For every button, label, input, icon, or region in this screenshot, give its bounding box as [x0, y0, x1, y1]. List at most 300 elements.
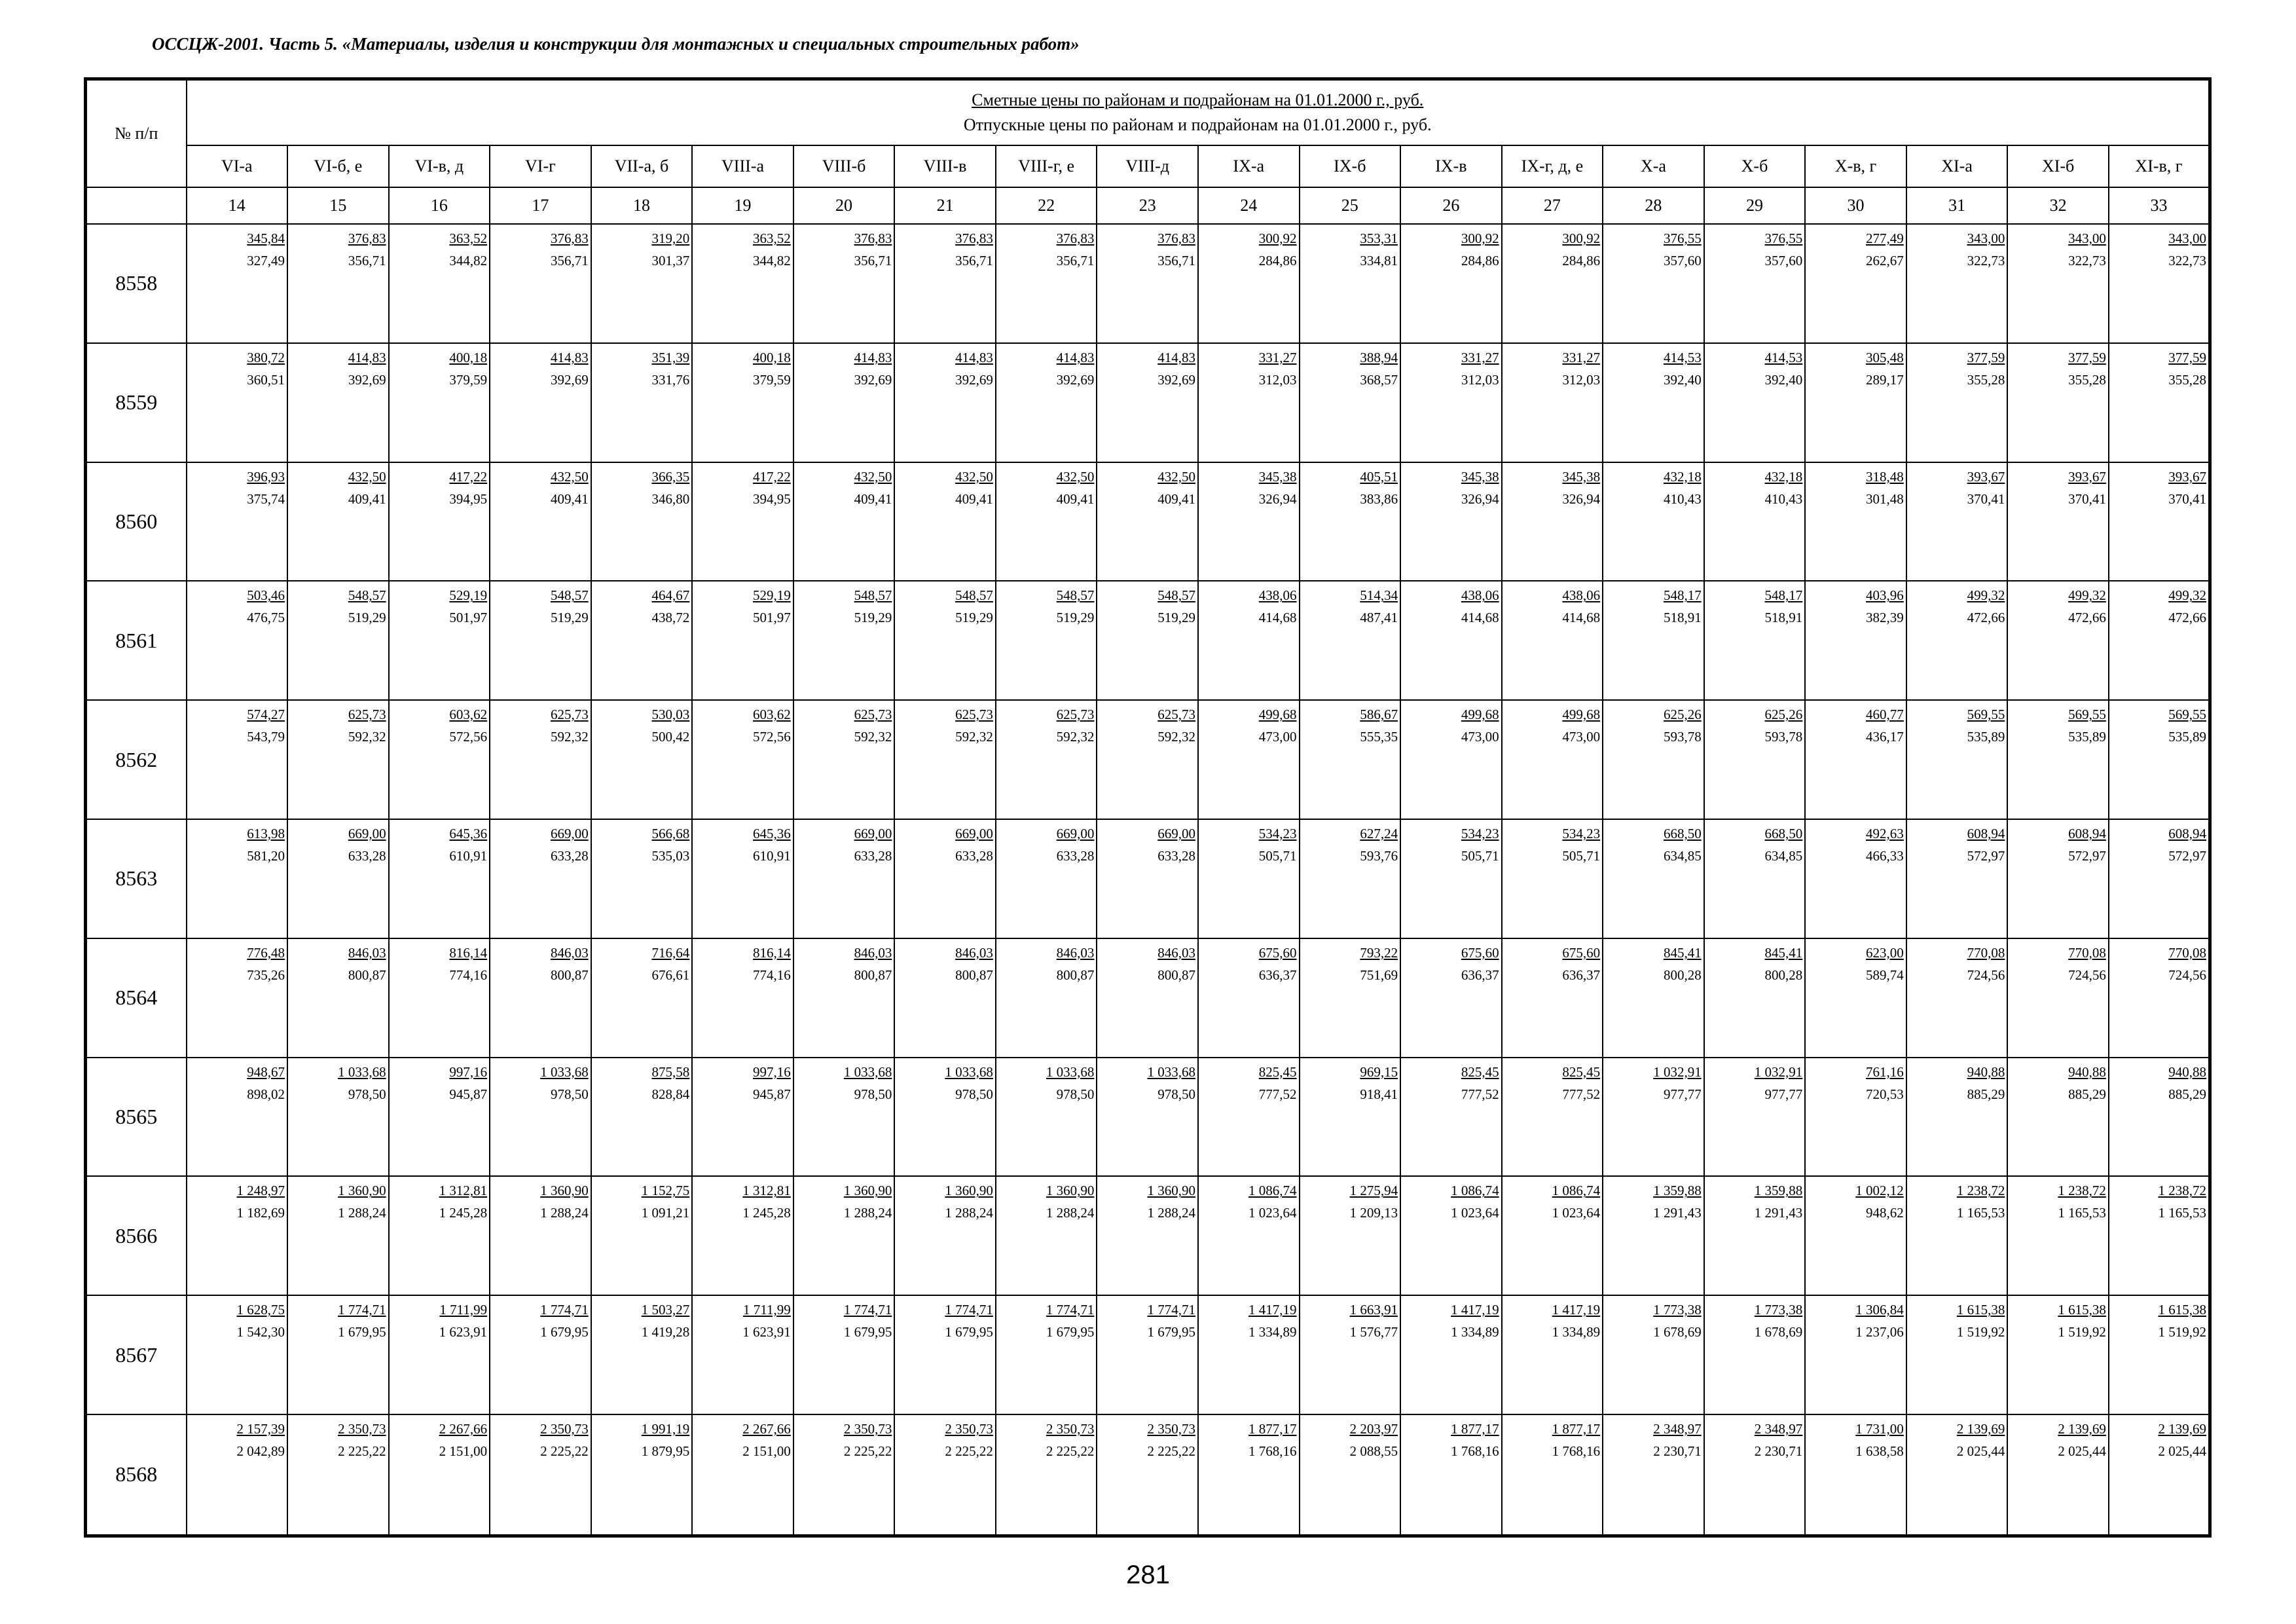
estimate-price: 940,88 — [1967, 1063, 2005, 1080]
estimate-price: 566,68 — [651, 825, 690, 841]
price-cell — [1097, 938, 1198, 1058]
estimate-price: 2 350,73 — [540, 1420, 589, 1437]
estimate-price: 1 417,19 — [1552, 1302, 1601, 1318]
price-cell — [1097, 1176, 1198, 1295]
price-cell — [1502, 1176, 1603, 1295]
estimate-price: 625,26 — [1764, 707, 1803, 723]
release-price: 487,41 — [1360, 610, 1398, 626]
price-cell — [1906, 819, 2008, 938]
price-cell — [793, 462, 895, 581]
estimate-price: 305,48 — [1866, 349, 1904, 365]
estimate-price: 319,20 — [651, 231, 690, 246]
estimate-price: 816,14 — [753, 944, 791, 961]
release-price: 1 334,89 — [1248, 1324, 1297, 1340]
estimate-price: 846,03 — [348, 944, 386, 961]
table-row — [86, 1058, 2210, 1177]
release-price: 356,71 — [955, 253, 993, 268]
release-price: 800,87 — [348, 967, 386, 983]
estimate-price: 770,08 — [1967, 944, 2005, 961]
price-cell — [2109, 1414, 2210, 1536]
price-cell — [1097, 819, 1198, 938]
release-price: 634,85 — [1663, 847, 1702, 864]
release-price: 473,00 — [1461, 729, 1499, 745]
estimate-price: 345,84 — [247, 231, 285, 246]
price-cell — [1198, 224, 1300, 343]
release-price: 1 023,64 — [1552, 1205, 1601, 1221]
price-cell — [692, 1058, 793, 1177]
estimate-price: 417,22 — [449, 468, 488, 485]
release-price: 392,40 — [1764, 371, 1803, 388]
release-price: 383,86 — [1360, 490, 1398, 507]
district-header: X-а — [1603, 145, 1704, 187]
estimate-price: 300,92 — [1461, 231, 1499, 246]
estimate-price: 1 360,90 — [540, 1183, 589, 1199]
row-number: 8568 — [86, 1414, 187, 1536]
release-price: 593,76 — [1360, 847, 1398, 864]
price-cell — [187, 224, 288, 343]
release-price: 262,67 — [1866, 253, 1904, 268]
estimate-price: 2 267,66 — [742, 1420, 791, 1437]
release-price: 800,87 — [550, 967, 589, 983]
estimate-price: 569,55 — [2068, 707, 2106, 723]
estimate-price: 400,18 — [753, 349, 791, 365]
column-number: 17 — [490, 187, 591, 224]
release-price: 1 334,89 — [1451, 1324, 1499, 1340]
release-price: 1 576,77 — [1349, 1324, 1398, 1340]
estimate-price: 414,83 — [1056, 349, 1095, 365]
release-price: 379,59 — [449, 371, 488, 388]
estimate-price: 376,83 — [955, 231, 993, 246]
estimate-price: 846,03 — [1157, 944, 1195, 961]
release-price: 382,39 — [1866, 610, 1904, 626]
district-header: VI-б, е — [287, 145, 389, 187]
price-cell — [1300, 224, 1401, 343]
price-cell — [1805, 1295, 1906, 1414]
price-cell — [793, 1058, 895, 1177]
estimate-price: 846,03 — [955, 944, 993, 961]
estimate-price: 432,50 — [955, 468, 993, 485]
estimate-price: 499,32 — [2168, 587, 2206, 604]
release-price: 392,69 — [1056, 371, 1095, 388]
estimate-price: 432,18 — [1663, 468, 1702, 485]
release-price: 472,66 — [2168, 610, 2206, 626]
estimate-price: 2 350,73 — [1147, 1420, 1195, 1437]
release-price: 777,52 — [1258, 1086, 1297, 1102]
column-number: 31 — [1906, 187, 2008, 224]
estimate-price: 438,06 — [1562, 587, 1601, 604]
price-cell — [591, 1295, 693, 1414]
estimate-price: 376,83 — [1157, 231, 1195, 246]
release-price: 519,29 — [550, 610, 589, 626]
release-price: 1 679,95 — [843, 1324, 892, 1340]
estimate-price: 608,94 — [2068, 825, 2106, 841]
estimate-price: 380,72 — [247, 349, 285, 365]
release-price: 593,78 — [1764, 729, 1803, 745]
estimate-price: 1 417,19 — [1248, 1302, 1297, 1318]
estimate-price: 1 615,38 — [1956, 1302, 2005, 1318]
price-cell — [793, 700, 895, 819]
release-price: 505,71 — [1562, 847, 1601, 864]
estimate-price: 1 360,90 — [1147, 1183, 1195, 1199]
release-price: 1 209,13 — [1349, 1205, 1398, 1221]
price-cell — [287, 1058, 389, 1177]
estimate-price: 460,77 — [1866, 707, 1904, 723]
price-cell — [389, 819, 490, 938]
release-price: 409,41 — [1056, 490, 1095, 507]
estimate-price: 603,62 — [753, 707, 791, 723]
estimate-price: 603,62 — [449, 707, 488, 723]
price-cell — [2007, 581, 2109, 700]
release-price: 2 151,00 — [742, 1443, 791, 1459]
price-cell — [793, 1414, 895, 1536]
estimate-price: 845,41 — [1663, 944, 1702, 961]
price-cell — [187, 1058, 288, 1177]
price-cell — [1300, 343, 1401, 462]
release-price: 1 291,43 — [1754, 1205, 1803, 1221]
price-cell — [389, 343, 490, 462]
release-price: 1 288,24 — [945, 1205, 993, 1221]
release-price: 410,43 — [1663, 490, 1702, 507]
release-price: 1 245,28 — [439, 1205, 488, 1221]
price-cell — [2007, 700, 2109, 819]
release-price: 392,40 — [1663, 371, 1702, 388]
estimate-price: 331,27 — [1562, 349, 1601, 365]
row-number: 8564 — [86, 938, 187, 1058]
estimate-prices-title: Сметные цены по районам и подрайонам на 01.01.2000 г., руб. — [972, 90, 1424, 109]
price-cell — [894, 938, 996, 1058]
estimate-price: 675,60 — [1562, 944, 1601, 961]
release-price: 774,16 — [753, 967, 791, 983]
price-cell — [793, 581, 895, 700]
price-cell — [490, 1176, 591, 1295]
price-cell — [692, 1414, 793, 1536]
estimate-price: 669,00 — [955, 825, 993, 841]
district-header: X-б — [1704, 145, 1806, 187]
release-price: 589,74 — [1866, 967, 1904, 983]
estimate-price: 548,17 — [1764, 587, 1803, 604]
price-cell — [1198, 938, 1300, 1058]
release-price: 414,68 — [1461, 610, 1499, 626]
price-cell — [591, 1058, 693, 1177]
release-price: 472,66 — [2068, 610, 2106, 626]
price-cell — [1097, 462, 1198, 581]
price-cell — [1603, 700, 1704, 819]
price-cell — [1906, 224, 2008, 343]
price-cell — [490, 462, 591, 581]
release-price: 885,29 — [2168, 1086, 2206, 1102]
release-price: 500,42 — [651, 729, 690, 745]
estimate-price: 668,50 — [1663, 825, 1702, 841]
estimate-price: 1 033,68 — [1147, 1063, 1195, 1080]
estimate-price: 530,03 — [651, 707, 690, 723]
price-cell — [1400, 1176, 1502, 1295]
release-price: 1 288,24 — [338, 1205, 386, 1221]
release-price: 1 165,53 — [2058, 1205, 2106, 1221]
release-price: 978,50 — [1157, 1086, 1195, 1102]
price-cell — [1300, 1414, 1401, 1536]
price-cell — [1704, 1058, 1806, 1177]
release-price: 2 225,22 — [1147, 1443, 1195, 1459]
release-price: 409,41 — [854, 490, 892, 507]
release-price: 774,16 — [449, 967, 488, 983]
price-cell — [1300, 581, 1401, 700]
estimate-price: 548,57 — [854, 587, 892, 604]
price-cell — [591, 462, 693, 581]
estimate-price: 2 350,73 — [1046, 1420, 1095, 1437]
release-price: 356,71 — [854, 253, 892, 268]
column-number: 23 — [1097, 187, 1198, 224]
price-cell — [1906, 343, 2008, 462]
price-cell — [1603, 343, 1704, 462]
release-price: 322,73 — [2168, 253, 2206, 268]
estimate-price: 1 238,72 — [2158, 1183, 2206, 1199]
price-cell — [1805, 819, 1906, 938]
release-price: 535,89 — [1967, 729, 2005, 745]
estimate-price: 816,14 — [449, 944, 488, 961]
estimate-price: 2 203,97 — [1349, 1420, 1398, 1437]
price-cell — [1603, 462, 1704, 581]
estimate-price: 432,50 — [854, 468, 892, 485]
price-cell — [591, 1176, 693, 1295]
price-cell — [1400, 1058, 1502, 1177]
price-table — [84, 77, 2212, 1538]
estimate-price: 1 312,81 — [439, 1183, 488, 1199]
estimate-price: 2 348,97 — [1653, 1420, 1702, 1437]
estimate-price: 2 267,66 — [439, 1420, 488, 1437]
release-price: 344,82 — [449, 253, 488, 268]
release-price: 2 230,71 — [1754, 1443, 1803, 1459]
release-price: 2 151,00 — [439, 1443, 488, 1459]
price-cell — [1097, 224, 1198, 343]
price-cell — [692, 819, 793, 938]
release-price: 918,41 — [1360, 1086, 1398, 1102]
release-price: 356,71 — [550, 253, 589, 268]
price-cell — [1906, 1295, 2008, 1414]
release-price: 724,56 — [1967, 967, 2005, 983]
estimate-price: 940,88 — [2068, 1063, 2106, 1080]
price-cell — [1300, 462, 1401, 581]
estimate-price: 1 086,74 — [1451, 1183, 1499, 1199]
release-price: 800,87 — [854, 967, 892, 983]
release-price: 301,37 — [651, 253, 690, 268]
table-row — [86, 343, 2210, 462]
release-price: 636,37 — [1562, 967, 1601, 983]
price-cell — [591, 700, 693, 819]
price-cell — [1300, 700, 1401, 819]
price-cell — [2109, 224, 2210, 343]
estimate-price: 1 002,12 — [1855, 1183, 1904, 1199]
column-number: 25 — [1300, 187, 1401, 224]
estimate-price: 363,52 — [449, 231, 488, 246]
estimate-price: 997,16 — [753, 1063, 791, 1080]
estimate-price: 534,23 — [1461, 825, 1499, 841]
page-number: 281 — [1126, 1560, 1170, 1589]
release-price: 777,52 — [1562, 1086, 1601, 1102]
estimate-price: 669,00 — [550, 825, 589, 841]
release-price: 1 237,06 — [1855, 1324, 1904, 1340]
price-cell — [1704, 819, 1806, 938]
estimate-price: 376,83 — [854, 231, 892, 246]
estimate-price: 396,93 — [247, 468, 285, 485]
release-price: 1 542,30 — [236, 1324, 285, 1340]
price-cell — [2109, 819, 2210, 938]
estimate-price: 529,19 — [449, 587, 488, 604]
release-price: 392,69 — [1157, 371, 1195, 388]
release-price: 1 023,64 — [1248, 1205, 1297, 1221]
estimate-price: 846,03 — [550, 944, 589, 961]
price-cell — [1603, 938, 1704, 1058]
estimate-price: 613,98 — [247, 825, 285, 841]
release-price: 1 334,89 — [1552, 1324, 1601, 1340]
price-cell — [1502, 819, 1603, 938]
release-price: 466,33 — [1866, 847, 1904, 864]
release-price: 331,76 — [651, 371, 690, 388]
price-cell — [389, 462, 490, 581]
price-cell — [996, 1176, 1097, 1295]
estimate-price: 376,55 — [1663, 231, 1702, 246]
price-cell — [996, 819, 1097, 938]
price-cell — [287, 1414, 389, 1536]
release-price: 724,56 — [2168, 967, 2206, 983]
estimate-price: 393,67 — [2168, 468, 2206, 485]
release-price: 634,85 — [1764, 847, 1803, 864]
price-cell — [1198, 1176, 1300, 1295]
release-price: 414,68 — [1258, 610, 1297, 626]
estimate-price: 1 503,27 — [641, 1302, 690, 1318]
estimate-price: 2 157,39 — [236, 1420, 285, 1437]
release-price: 800,28 — [1764, 967, 1803, 983]
price-cell — [1502, 224, 1603, 343]
column-number: 22 — [996, 187, 1097, 224]
estimate-price: 2 139,69 — [1956, 1420, 2005, 1437]
release-price: 370,41 — [2168, 490, 2206, 507]
district-header: XI-в, г — [2109, 145, 2210, 187]
estimate-price: 499,68 — [1562, 707, 1601, 723]
price-cell — [1502, 1414, 1603, 1536]
release-price: 636,37 — [1461, 967, 1499, 983]
estimate-price: 499,68 — [1258, 707, 1297, 723]
release-price: 2 225,22 — [843, 1443, 892, 1459]
estimate-price: 393,67 — [2068, 468, 2106, 485]
release-price: 301,48 — [1866, 490, 1904, 507]
release-price: 519,29 — [348, 610, 386, 626]
release-price: 610,91 — [753, 847, 791, 864]
district-header: VI-в, д — [389, 145, 490, 187]
price-cell — [1805, 700, 1906, 819]
release-price: 326,94 — [1562, 490, 1601, 507]
estimate-price: 761,16 — [1866, 1063, 1904, 1080]
column-number: 24 — [1198, 187, 1300, 224]
release-price: 1 245,28 — [742, 1205, 791, 1221]
estimate-price: 363,52 — [753, 231, 791, 246]
estimate-price: 548,57 — [348, 587, 386, 604]
estimate-price: 499,32 — [2068, 587, 2106, 604]
release-price: 751,69 — [1360, 967, 1398, 983]
price-cell — [389, 581, 490, 700]
price-cell — [1097, 700, 1198, 819]
estimate-price: 2 350,73 — [945, 1420, 993, 1437]
price-cell — [1502, 700, 1603, 819]
release-price: 409,41 — [955, 490, 993, 507]
release-price: 1 879,95 — [641, 1443, 690, 1459]
price-cell — [1300, 1058, 1401, 1177]
price-cell — [187, 1176, 288, 1295]
column-number: 29 — [1704, 187, 1806, 224]
release-price: 392,69 — [550, 371, 589, 388]
price-cell — [692, 224, 793, 343]
estimate-price: 503,46 — [247, 587, 285, 604]
release-price: 572,56 — [753, 729, 791, 745]
release-price: 1 679,95 — [338, 1324, 386, 1340]
release-price: 2 025,44 — [2158, 1443, 2206, 1459]
release-price: 326,94 — [1461, 490, 1499, 507]
estimate-price: 770,08 — [2168, 944, 2206, 961]
estimate-price: 1 359,88 — [1653, 1183, 1702, 1199]
estimate-price: 343,00 — [2068, 231, 2106, 246]
column-number: 14 — [187, 187, 288, 224]
estimate-price: 625,73 — [1056, 707, 1095, 723]
price-cell — [1805, 1414, 1906, 1536]
release-price: 592,32 — [854, 729, 892, 745]
release-price: 1 768,16 — [1248, 1443, 1297, 1459]
release-price: 977,77 — [1764, 1086, 1803, 1102]
release-price: 633,28 — [854, 847, 892, 864]
estimate-price: 1 248,97 — [236, 1183, 285, 1199]
release-price: 1 678,69 — [1653, 1324, 1702, 1340]
release-price: 2 230,71 — [1653, 1443, 1702, 1459]
release-price: 355,28 — [2168, 371, 2206, 388]
column-number: 15 — [287, 187, 389, 224]
price-cell — [793, 224, 895, 343]
price-cell — [1805, 938, 1906, 1058]
price-cell — [2109, 1176, 2210, 1295]
price-cell — [1704, 938, 1806, 1058]
release-price: 2 025,44 — [1956, 1443, 2005, 1459]
release-price: 1 519,92 — [2158, 1324, 2206, 1340]
release-price: 945,87 — [449, 1086, 488, 1102]
table-row — [86, 1414, 2210, 1536]
estimate-price: 586,67 — [1360, 707, 1398, 723]
table-row — [86, 462, 2210, 581]
price-cell — [1906, 700, 2008, 819]
release-price: 355,28 — [1967, 371, 2005, 388]
district-header: VIII-а — [692, 145, 793, 187]
estimate-price: 432,18 — [1764, 468, 1803, 485]
table-title — [187, 79, 2210, 146]
estimate-price: 492,63 — [1866, 825, 1904, 841]
price-cell — [793, 1176, 895, 1295]
estimate-price: 318,48 — [1866, 468, 1904, 485]
price-cell — [1400, 1295, 1502, 1414]
table-row — [86, 819, 2210, 938]
estimate-price: 716,64 — [651, 944, 690, 961]
release-price: 375,74 — [247, 490, 285, 507]
price-cell — [287, 462, 389, 581]
estimate-price: 2 350,73 — [843, 1420, 892, 1437]
price-cell — [1603, 581, 1704, 700]
release-price: 370,41 — [1967, 490, 2005, 507]
release-price: 978,50 — [1056, 1086, 1095, 1102]
price-cell — [1805, 462, 1906, 581]
release-price: 344,82 — [753, 253, 791, 268]
row-number: 8563 — [86, 819, 187, 938]
estimate-price: 776,48 — [247, 944, 285, 961]
release-price: 410,43 — [1764, 490, 1803, 507]
price-cell — [2007, 343, 2109, 462]
price-cell — [1805, 581, 1906, 700]
price-cell — [1603, 1176, 1704, 1295]
estimate-price: 1 032,91 — [1754, 1063, 1803, 1080]
